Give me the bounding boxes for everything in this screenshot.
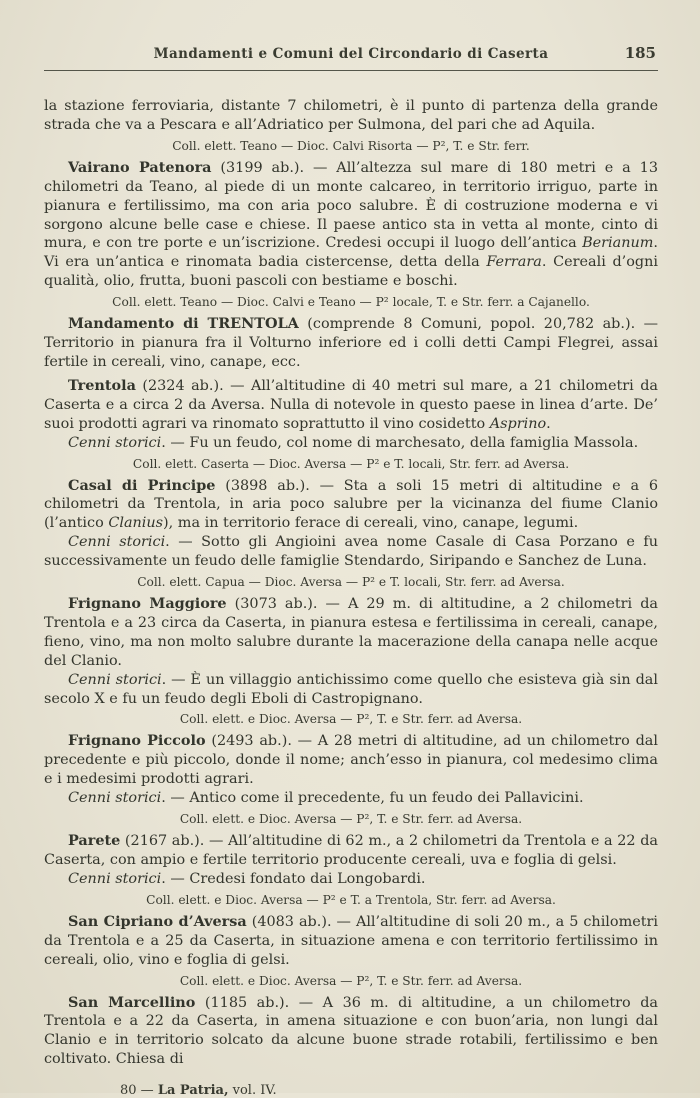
paragraph [44, 789, 658, 808]
header-rule [44, 70, 658, 71]
text-run: (3199 ab.). — All’altezza sul mare di 180 metri e a 13 chilometri da Teano, al piede di un monte calcareo, in territorio irriguo, parte in pianura e fertilissimo, ma con aria poco salubre. È di costruzione moderna e vi sorgono alcune belle case e chiese. Il paese antico sta in vetta al monte, cinto di mura, e con tre porte e un’iscrizione. Credesi occupi il luogo dell’antica [44, 159, 658, 252]
paragraph [44, 159, 658, 291]
text-run: Coll. elett. e Dioc. Aversa — P² e T. a Trentola, Str. ferr. ad Aversa. [146, 892, 556, 907]
text-run: Frignano Piccolo [68, 732, 206, 750]
text-run: Cenni storici [68, 870, 162, 887]
text-run: (2324 ab.). — All’altitudine di 40 metri sul mare, a 21 chilometri da Caserta e a circa 2 da Aversa. Nulla di notevole in questo paese in linea d’arte. De’ suoi prodotti agrari va rinomato soprattutto il vino cosidetto [44, 377, 658, 432]
paragraph [44, 732, 658, 789]
text-run: (comprende 8 Comuni, popol. 20,782 ab.). — Territorio in pianura fra il Volturno inferiore ed i colli detti Campi Flegrei, assai fertile in cereali, vino, canape, ecc. [44, 316, 659, 370]
text-run: Vairano Patenora [68, 158, 212, 176]
text-run: Asprino [489, 415, 547, 432]
admin-note [44, 138, 658, 154]
text-run: Mandamento di TRENTOLA [68, 315, 299, 333]
text-run: Coll. elett. Caserta — Dioc. Aversa — P² e T. locali, Str. ferr. ad Aversa. [132, 456, 570, 471]
paragraph [44, 533, 658, 571]
text-run: Coll. elett. e Dioc. Aversa — P², T. e Str. ferr. ad Aversa. [179, 973, 523, 988]
text-run: . — Antico come il precedente, fu un feudo dei Pallavicini. [161, 790, 584, 807]
text-run: ), ma in territorio ferace di cereali, vino, canape, legumi. [163, 515, 579, 532]
text-run: Cenni storici [68, 671, 162, 688]
text-run: . [546, 415, 551, 432]
text-run: . Vi era un’antica e rinomata badia cistercense, detta della [44, 235, 658, 271]
paragraph [44, 595, 658, 671]
text-run: . — Fu un feudo, col nome di marchesato, della famiglia Massola. [161, 434, 639, 451]
admin-note [44, 574, 658, 590]
text-run: Coll. elett. Teano — Dioc. Calvi e Teano — P² locale, T. e Str. ferr. a Cajanello. [112, 295, 590, 310]
text-run: Berianum [582, 235, 654, 252]
running-title: Mandamenti e Comuni del Circondario di Caserta [153, 46, 549, 62]
paragraph [44, 832, 658, 870]
footer-signature: 80 — [120, 1083, 158, 1098]
text-run: San Marcellino [68, 993, 196, 1011]
text-run: Cenni storici [68, 434, 162, 451]
text-run: . — Sotto gli Angioini avea nome Casale di Casa Porzano e fu successivamente un feudo delle famiglie Stendardo, Siripando e Sanchez de Luna. [44, 534, 658, 570]
admin-note [44, 456, 658, 472]
page-number: 185 [624, 44, 656, 62]
text-run: Coll. elett. e Dioc. Aversa — P², T. e Str. ferr. ad Aversa. [179, 812, 523, 827]
text-run: Clanius [108, 515, 164, 532]
admin-note [44, 973, 658, 989]
text-run: (2493 ab.). — A 28 metri di altitudine, ad un chilometro dal precedente e più piccolo, donde il nome; anch’esso in pianura, col medesimo clima e i medesimi prodotti agrari. [44, 733, 658, 788]
text-run: . — È un villaggio antichissimo come quello che esisteva già sin dal secolo X e fu un feudo degli Eboli di Castropignano. [44, 671, 658, 707]
footer-volume: vol. IV. [228, 1083, 277, 1098]
paragraph [44, 97, 658, 135]
text-run: Coll. elett. Capua — Dioc. Aversa — P² e T. locali, Str. ferr. ad Aversa. [137, 575, 565, 590]
text-run: la stazione ferroviaria, distante 7 chilometri, è il punto di partenza della grande strada che va a Pescara e all’Adriatico per Sulmona, del pari che ad Aquila. [44, 98, 658, 133]
paragraph [44, 315, 658, 372]
text-run: . — Credesi fondato dai Longobardi. [161, 870, 426, 887]
text-run: Coll. elett. Teano — Dioc. Calvi Risorta — P², T. e Str. ferr. [172, 138, 530, 153]
footer-work-title: La Patria, [157, 1083, 229, 1098]
paragraph [44, 671, 658, 709]
text-run: . Cereali d’ogni qualità, olio, frutta, buoni pascoli con bestiame e boschi. [44, 254, 658, 290]
text-run: Cenni storici [68, 790, 162, 807]
page-footer [44, 1083, 658, 1098]
admin-note [44, 711, 658, 727]
text-run: San Cipriano d’Aversa [68, 912, 247, 930]
text-run: Casal di Principe [68, 476, 216, 494]
text-run: (3898 ab.). — Sta a soli 15 metri di altitudine e a 6 chilometri da Trentola, in aria poco salubre per la vicinanza del fiume Clanio (l’antico [44, 477, 658, 532]
paragraph [44, 377, 658, 434]
text-run: (4083 ab.). — All’altitudine di soli 20 m., a 5 chilometri da Trentola e a 25 da Caserta, in situazione amena e con territorio fertilissimo in cereali, olio, vino e foglia di gelsi. [44, 913, 658, 968]
admin-note [44, 892, 658, 908]
paragraph [44, 913, 658, 970]
paragraph [44, 434, 658, 453]
paragraph [44, 870, 658, 889]
text-run: Parete [68, 832, 121, 850]
text-run: Trentola [68, 376, 136, 394]
text-run: Coll. elett. e Dioc. Aversa — P², T. e Str. ferr. ad Aversa. [179, 712, 523, 727]
text-run: (2167 ab.). — All’altitudine di 62 m., a 2 chilometri da Trentola e a 22 da Caserta, con ampio e fertile territorio producente cereali, uva e foglia di gelsi. [44, 833, 658, 868]
text-run: Frignano Maggiore [68, 595, 227, 613]
page-header [44, 46, 658, 65]
paragraph [44, 994, 658, 1070]
page-body [44, 97, 658, 1069]
admin-note [44, 811, 658, 827]
text-run: Cenni storici [68, 534, 166, 551]
admin-note [44, 294, 658, 310]
text-run: Ferrara [486, 254, 542, 271]
text-run: (1185 ab.). — A 36 m. di altitudine, a un chilometro da Trentola e a 22 da Caserta, in amena situazione e con buon’aria, non lungi dal Clanio e in territorio solcato da alcune buone strade rotabili, fertilissimo e ben coltivato. Chiesa di [44, 994, 658, 1068]
paragraph [44, 477, 658, 534]
text-run: (3073 ab.). — A 29 m. di altitudine, a 2 chilometri da Trentola e a 23 circa da Caserta, in pianura estesa e fertilissima in cereali, canape, fieno, vino, ma non molto salubre durante la macerazione della canapa nelle acque del Clanio. [44, 596, 658, 669]
